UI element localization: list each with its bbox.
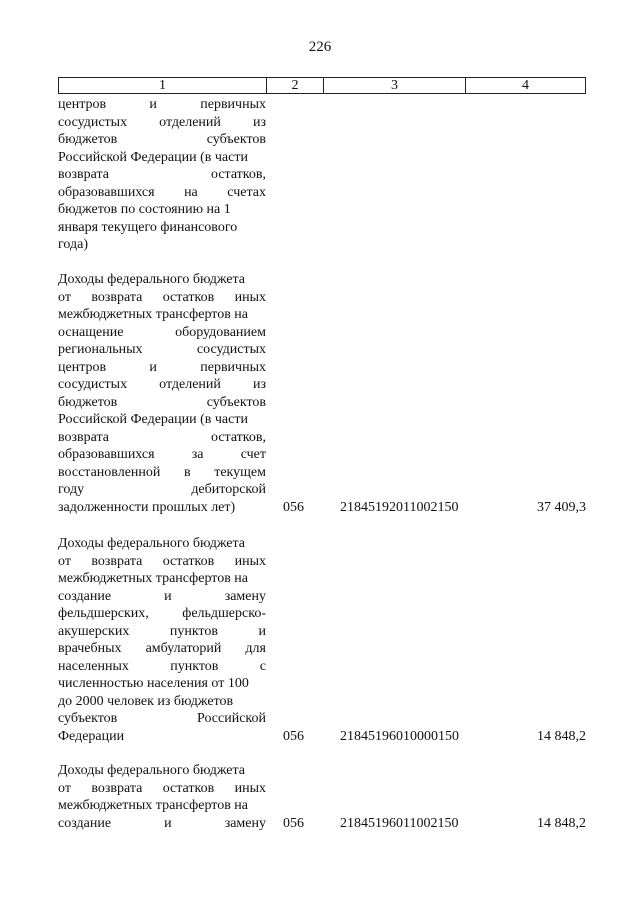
column-header-4: 4 [522, 78, 529, 93]
description-line [58, 236, 266, 254]
description-word: Доходы федерального бюджета [58, 763, 246, 778]
description-word: иных [234, 289, 266, 305]
description-word: года) [58, 237, 88, 252]
description-word: образовавшихся [58, 184, 155, 200]
table-header-row [58, 77, 586, 94]
row-code: 056 [283, 728, 304, 744]
description-word: субъектов [58, 711, 118, 726]
row-kbk: 21845196010000150 [340, 728, 459, 744]
description-word: остатков, [210, 167, 266, 182]
description-word: центров [58, 97, 107, 112]
description-line [58, 184, 266, 202]
description-line [58, 481, 266, 499]
description-word: амбулаторий [145, 641, 222, 656]
description-word: из [252, 377, 266, 392]
description-word: образовавшихся [58, 447, 155, 462]
description-line [58, 710, 266, 728]
description-word: января текущего финансового [58, 219, 238, 235]
description-word: возврата [58, 167, 110, 182]
description-word: сосудистых [58, 114, 128, 130]
description-word: остатков [162, 553, 215, 569]
description-word: бюджетов [58, 132, 118, 147]
description-line [58, 341, 266, 359]
column-header-2: 2 [267, 78, 324, 93]
row-kbk: 21845196011002150 [340, 815, 459, 831]
description-line [58, 166, 266, 184]
description-word: создание [58, 815, 112, 831]
description-word: сосудистых [58, 377, 128, 392]
description-line [58, 570, 266, 588]
row-description [58, 271, 266, 516]
description-word: для [245, 641, 266, 656]
row-description [58, 535, 266, 745]
description-word: возврата [58, 429, 110, 445]
description-word: иных [234, 780, 266, 796]
description-line [58, 605, 266, 623]
description-line [58, 219, 266, 237]
description-word: текущем [214, 464, 266, 480]
description-line [58, 728, 266, 746]
description-line [58, 588, 266, 606]
description-word: межбюджетных трансфертов на [58, 798, 249, 813]
description-word: населенных [58, 658, 129, 674]
description-line [58, 201, 266, 219]
description-word: отделений [159, 377, 221, 392]
description-word: дебиторской [191, 482, 266, 497]
description-word: Российской Федерации (в части [58, 149, 248, 165]
description-line [58, 114, 266, 132]
description-line [58, 499, 266, 517]
description-word: возврата [91, 553, 143, 569]
row-kbk: 21845192011002150 [340, 499, 459, 515]
table-row [58, 271, 586, 516]
description-word: сосудистых [196, 342, 266, 357]
description-word: Российской Федерации (в части [58, 412, 248, 427]
description-word: первичных [200, 97, 266, 112]
description-word: иных [234, 553, 266, 569]
description-word: пунктов [169, 623, 218, 639]
description-line [58, 289, 266, 307]
row-description [58, 96, 266, 254]
description-word: субъектов [206, 132, 266, 147]
description-word: межбюджетных трансфертов на [58, 307, 249, 322]
description-line [58, 324, 266, 342]
description-line [58, 815, 266, 833]
row-amount: 14 848,2 [537, 815, 586, 831]
description-line [58, 131, 266, 149]
description-word: году [58, 482, 85, 497]
page-number: 226 [308, 39, 332, 55]
description-word: в [183, 464, 191, 480]
description-word: центров [58, 359, 107, 375]
description-word: и [164, 815, 172, 831]
description-word: счет [240, 447, 266, 462]
description-word: из [252, 114, 266, 130]
description-word: восстановленной [58, 464, 161, 480]
description-line [58, 693, 266, 711]
description-word: остатков [162, 780, 215, 796]
description-word: остатков [162, 289, 215, 305]
description-line [58, 446, 266, 464]
row-amount: 14 848,2 [537, 728, 586, 744]
column-header-1: 1 [59, 78, 267, 93]
description-word: региональных [58, 342, 143, 357]
description-word: остатков, [210, 429, 266, 445]
description-word: отделений [159, 114, 221, 130]
description-line [58, 640, 266, 658]
description-word: Федерации [58, 728, 125, 744]
description-line [58, 623, 266, 641]
description-line [58, 394, 266, 412]
row-amount: 37 409,3 [537, 499, 586, 515]
description-word: пунктов [170, 658, 219, 674]
description-line [58, 411, 266, 429]
description-word: численностью населения от 100 [58, 676, 249, 691]
description-word: с [259, 658, 266, 674]
row-description [58, 762, 266, 832]
description-line [58, 535, 266, 553]
description-word: оборудованием [175, 324, 266, 340]
description-line [58, 149, 266, 167]
description-word: Доходы федерального бюджета [58, 536, 246, 551]
description-word: от [58, 780, 71, 796]
row-code: 056 [283, 815, 304, 831]
table-row [58, 535, 586, 745]
description-word: бюджетов по состоянию на 1 [58, 202, 231, 217]
description-word: акушерских [58, 623, 130, 639]
description-word: бюджетов [58, 394, 118, 410]
description-word: субъектов [206, 394, 266, 410]
description-word: на [184, 184, 198, 200]
description-word: замену [224, 588, 266, 604]
description-line [58, 429, 266, 447]
description-word: и [258, 623, 266, 639]
description-line [58, 271, 266, 289]
description-word: возврата [91, 289, 143, 305]
description-word: от [58, 289, 71, 305]
description-line [58, 553, 266, 571]
description-word: и [164, 588, 172, 604]
description-word: Российской [197, 711, 266, 726]
description-word: задолженности прошлых лет) [58, 499, 236, 515]
description-word: создание [58, 588, 112, 604]
description-word: фельдшерско- [182, 606, 266, 621]
description-word: врачебных [58, 641, 122, 656]
description-line [58, 762, 266, 780]
description-word: до 2000 человек из бюджетов [58, 693, 234, 709]
description-line [58, 780, 266, 798]
table-row [58, 96, 586, 254]
description-word: и [149, 359, 157, 375]
description-line [58, 797, 266, 815]
description-line [58, 464, 266, 482]
description-word: Доходы федерального бюджета [58, 272, 246, 287]
description-line [58, 359, 266, 377]
description-line [58, 376, 266, 394]
table-row [58, 762, 586, 832]
description-line [58, 96, 266, 114]
row-code: 056 [283, 499, 304, 515]
description-line [58, 306, 266, 324]
description-word: оснащение [58, 324, 124, 340]
description-word: и [149, 97, 157, 112]
description-word: первичных [200, 359, 266, 375]
description-word: от [58, 553, 71, 569]
description-word: замену [224, 815, 266, 831]
description-word: фельдшерских, [58, 606, 149, 621]
description-line [58, 675, 266, 693]
description-word: счетах [227, 184, 266, 200]
description-word: возврата [91, 780, 143, 796]
description-line [58, 658, 266, 676]
description-word: межбюджетных трансфертов на [58, 571, 249, 586]
column-header-3: 3 [324, 78, 466, 93]
description-word: за [191, 447, 204, 462]
